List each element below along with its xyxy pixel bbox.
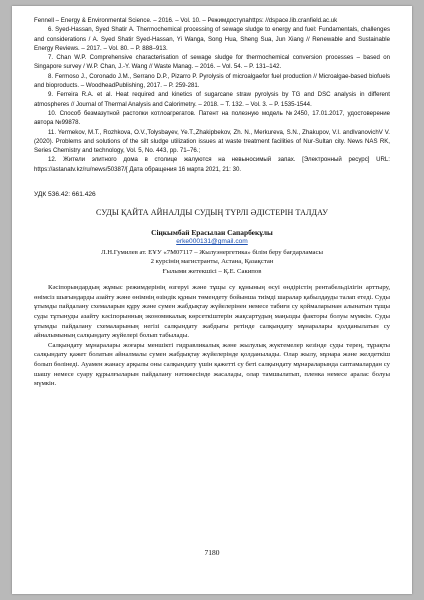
reference-item: 6. Syed-Hassan, Syed Shatir A. Thermochemical processing of sewage sludge to energy and fuel: Fundamentals, challenges and considerations / A. Syed Shatir Syed-Hassan, Yi Wanga, Song Hua, Sheng Sua, Jun Xiang // Renewable and Sustainable Energy Reviews. – 2017. – Vol. 80. – P. 888–913. [34, 26, 390, 52]
affiliation-line: Л.Н.Гумилев ат. ЕҰУ «7М07117 – Жылуэнергетика» білім беру бағдарламасы [101, 249, 323, 257]
reference-list [34, 16, 390, 174]
reference-item: 11. Yermekov, M.T., Rozhkova, O.V.,Tolysbayev, Ye.T.,Zhakipbekov, Zh. N., Merkureva, S.N., Zhakupov, V.I. andIvanovichV V. (2020). Problems and solutions of the silt sludge utilization issues at waste treatment facilities of Nur-Sultan city. News NAS RK, Series Chemistry and technology, Vol. 5, No. 443, pp. 71–76.; [34, 128, 390, 155]
affiliation-block [34, 248, 390, 276]
document-page [12, 6, 412, 594]
reference-item: 12. Жители элитного дома в столице жалуются на невыносимый запах. [Электронный ресурс] URL: https://astanatv.kz/ru/news/50387/[ Дата обращения 16 марта 2021, 21: 30. [34, 156, 390, 173]
author-email-link[interactable]: erke000131@gmail.com [176, 238, 248, 246]
affiliation-line: 2 курсінің магистранты, Астана, Қазақстан [150, 258, 274, 266]
reference-item: 10. Способ безмазутной растопки котлоагрегатов. Патент на полезную модель №2450, 17.01.2017, удостоверение автора №99878. [34, 109, 390, 127]
udk-code: УДК 536.42: 661.426 [34, 191, 96, 199]
reference-item: 9. Ferreira R.A. et al. Heat required and kinetics of sugarcane straw pyrolysis by TG and DSC analysis in different atmospheres // Journal of Thermal Analysis and Calorimetry. – 2018. – Т. 132. – Vol. 3. – P. 1535-1544. [34, 91, 390, 108]
supervisor-line: Ғылыми жетекшісі – Қ.Е. Сакипов [162, 267, 262, 275]
page-number: 7180 [204, 548, 220, 557]
reference-item: Fennell – Energy & Environmental Science. – 2016. – Vol. 10. – Режимдоступаhttps: //dspace.lib.cranfield.ac.uk [34, 17, 338, 24]
article-title: СУДЫ ҚАЙТА АЙНАЛДЫ СУДЫҢ ТҮРЛІ ӘДІСТЕРІН ТАЛДАУ [95, 208, 329, 218]
body-paragraph: Кәсіпорындардың жұмыс режимдерінің өзгеруі және тұщы су құнының өсуі өндірістің рентабельділігін арттыру, өнімсіз шығындарды азайту және өнімнің өзіндік құнын төмендету бойынша тиімді шаралар қабылдауды талап етеді. Суды ұтымды пайдалану схемаларын құру және сумен жабдықтау жүйелерінен немесе табиғи су қоймаларынан алынатын тұщы суды тұтынуды азайту кәсіпорынның экономикалық көрсеткіштерін жақсартудың маңызды факторы болуы мүмкін. Суды ұтымды пайдалану схемаларының негізі салқындату жабдығы ретінде салқындату мұнаралары қолданылатын су айналымының салқындату жүйелері болып табылады. [34, 284, 390, 340]
author-name: Сіңкымбай Ерасылан Сапарбекұлы [151, 228, 273, 238]
body-paragraph: Салқындату мұнаралары жоғары меншікті гидравликалық және жылулық жүктемелер кезінде суды терең, тұрақты салқындату қажет болатын айналмалы сумен жабдықтау жүйелерінде қолданылады. Олар жылу, мұнара және желдеткіш болып бөлінеді. Ауамен жанасу арқылы оны салқындату үшін қажетті су беті салқындату мұнараларында саптамалардан су шашу немесе суару құрылғыларын пайдалану нәтижесінде жасалады, олар тамшылатып, пленка немесе аралас болуы мүмкін. [34, 341, 390, 388]
section-spacer [34, 174, 390, 191]
reference-item: 8. Fermoso J., Coronado J.M., Serrano D.P., Pizarro P. Pyrolysis of microalgaefor fuel production // Microalgae-based biofuels and bioproducts. – WoodheadPublishing, 2017. – P. 259-281. [34, 72, 390, 90]
article-body [34, 283, 390, 389]
reference-item: 7. Chan W.P. Comprehensive characterisation of sewage sludge for thermochemical conversion processes – based on Singapore survey / W.P. Chan, J.-Y. Wang // Waste Manag. – 2016. – Vol. 54. – P. 131–142. [34, 54, 390, 71]
